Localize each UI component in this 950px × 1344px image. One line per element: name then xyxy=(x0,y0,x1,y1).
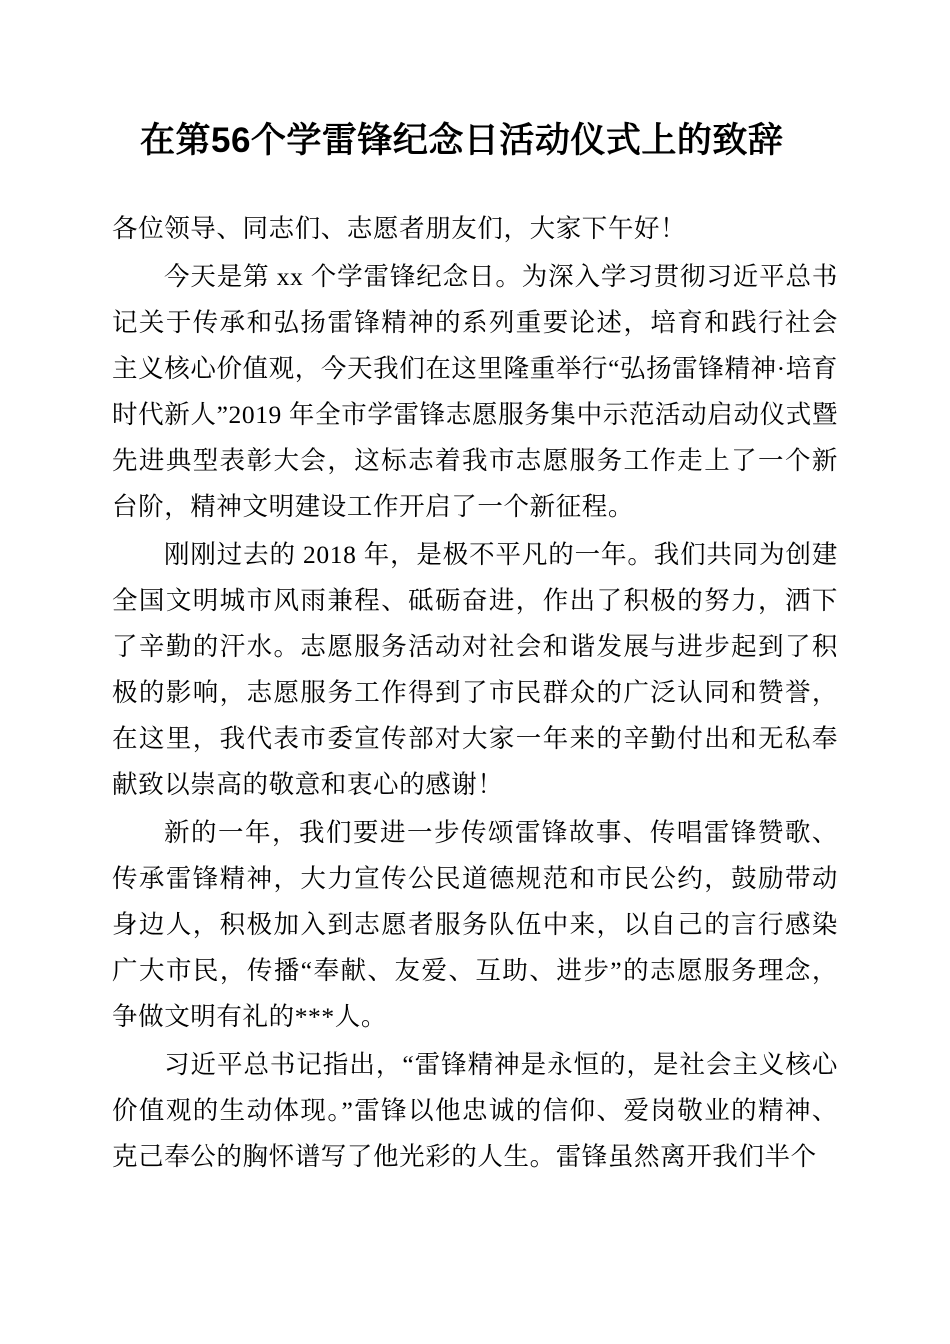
paragraph-body-3: 新的一年，我们要进一步传颂雷锋故事、传唱雷锋赞歌、传承雷锋精神，大力宣传公民道德规范和市民公约，鼓励带动身边人，积极加入到志愿者服务队伍中来，以自己的言行感染广大市民，传播“奉献、友爱、互助、进步”的志愿服务理念，争做文明有礼的***人。 xyxy=(112,817,838,1031)
paragraph-body-4: 习近平总书记指出，“雷锋精神是永恒的，是社会主义核心价值观的生动体现。”雷锋以他忠诚的信仰、爱岗敬业的精神、克己奉公的胸怀谱写了他光彩的人生。雷锋虽然离开我们半个 xyxy=(112,1049,838,1171)
paragraph-body-2: 刚刚过去的 2018 年，是极不平凡的一年。我们共同为创建全国文明城市风雨兼程、砥砺奋进，作出了积极的努力，洒下了辛勤的汗水。志愿服务活动对社会和谐发展与进步起到了积极的影响，志愿服务工作得到了市民群众的广泛认同和赞誉，在这里，我代表市委宣传部对大家一年来的辛勤付出和无私奉献致以崇高的敬意和衷心的感谢！ xyxy=(112,539,838,799)
paragraph-salutation: 各位领导、同志们、志愿者朋友们，大家下午好！ xyxy=(112,213,687,243)
paragraph-body-1: 今天是第 xx 个学雷锋纪念日。为深入学习贯彻习近平总书记关于传承和弘扬雷锋精神的系列重要论述，培育和践行社会主义核心价值观，今天我们在这里隆重举行“弘扬雷锋精神·培育时代新人”2019 年全市学雷锋志愿服务集中示范活动启动仪式暨先进典型表彰大会，这标志着我市志愿服务工作走上了一个新台阶，精神文明建设工作开启了一个新征程。 xyxy=(112,261,838,521)
page-title: 在第56个学雷锋纪念日活动仪式上的致辞 xyxy=(140,121,784,160)
